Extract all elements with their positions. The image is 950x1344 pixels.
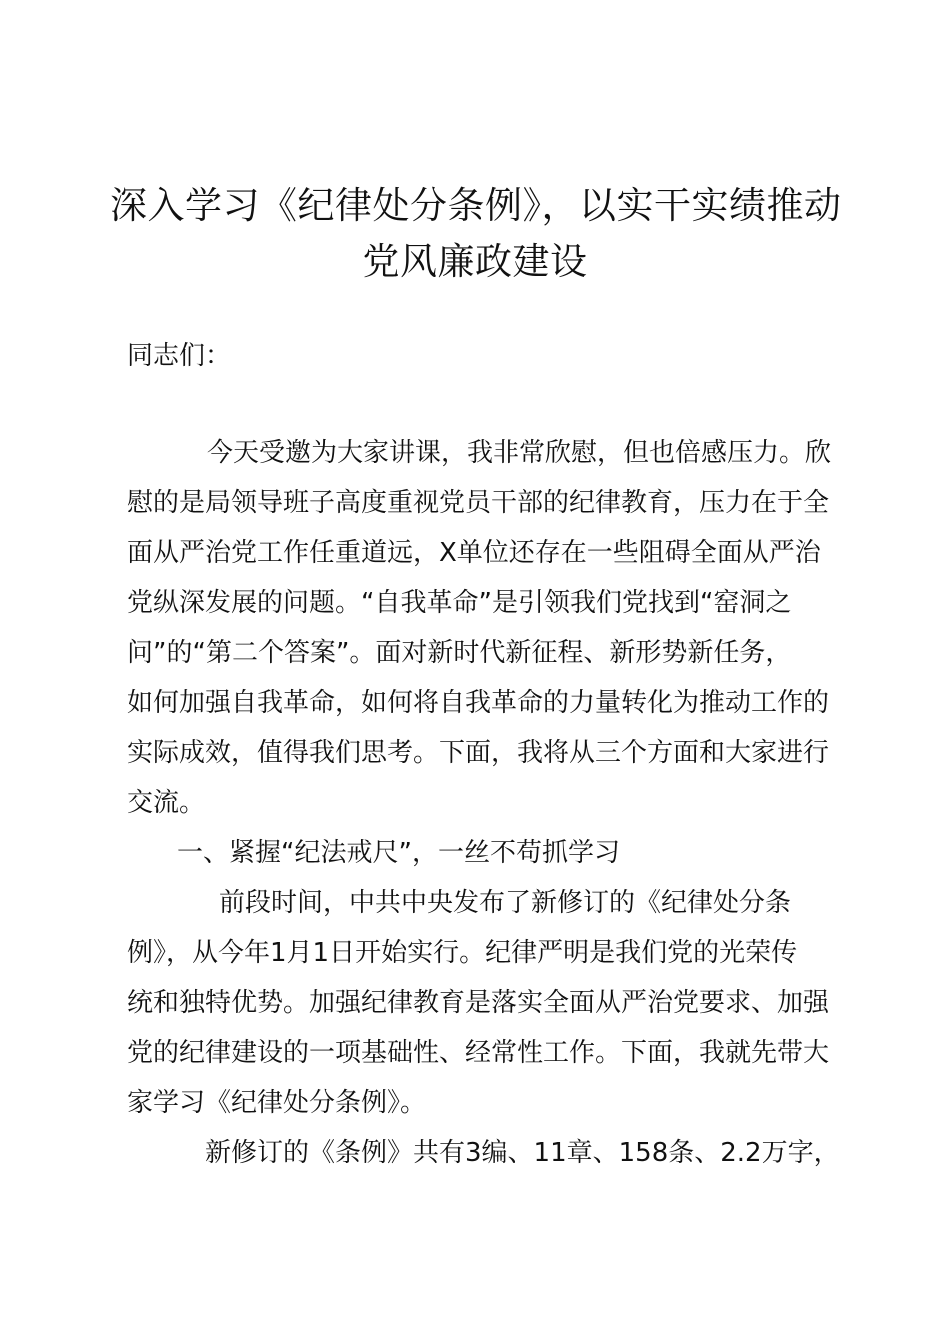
body-line: 党纵深发展的问题。“自我革命”是引领我们党找到“窑洞之: [127, 588, 792, 618]
document-title: [110, 178, 840, 290]
body-line: 家学习《纪律处分条例》。: [127, 1088, 427, 1118]
body-line: 今天受邀为大家讲课，我非常欣慰，但也倍感压力。欣: [207, 438, 832, 468]
body-line: 统和独特优势。加强纪律教育是落实全面从严治党要求、加强: [127, 988, 830, 1018]
body-line: 例》，从今年1月1日开始实行。纪律严明是我们党的光荣传: [127, 938, 798, 968]
body-line: 新修订的《条例》共有3编、11章、158条、2.2万字，: [205, 1138, 840, 1168]
body-line: 如何加强自我革命，如何将自我革命的力量转化为推动工作的: [127, 688, 830, 718]
body-line: 慰的是局领导班子高度重视党员干部的纪律教育，压力在于全: [127, 488, 830, 518]
body-line: 前段时间，中共中央发布了新修订的《纪律处分条: [219, 888, 792, 918]
body-line: 实际成效，值得我们思考。下面，我将从三个方面和大家进行: [127, 738, 830, 768]
salutation: 同志们：: [127, 341, 232, 371]
section-heading: 一、紧握“纪法戒尺”，一丝不苟抓学习: [177, 838, 620, 868]
title-line-2: 党风廉政建设: [362, 240, 588, 283]
body-line: 党的纪律建设的一项基础性、经常性工作。下面，我就先带大: [127, 1038, 830, 1068]
title-line-1: 深入学习《纪律处分条例》，以实干实绩推动: [110, 184, 842, 227]
body-line: 问”的“第二个答案”。面对新时代新征程、新形势新任务，: [127, 638, 792, 668]
body-line: 交流。: [127, 788, 206, 818]
body-line: 面从严治党工作任重道远，X单位还存在一些阻碍全面从严治: [127, 538, 821, 568]
